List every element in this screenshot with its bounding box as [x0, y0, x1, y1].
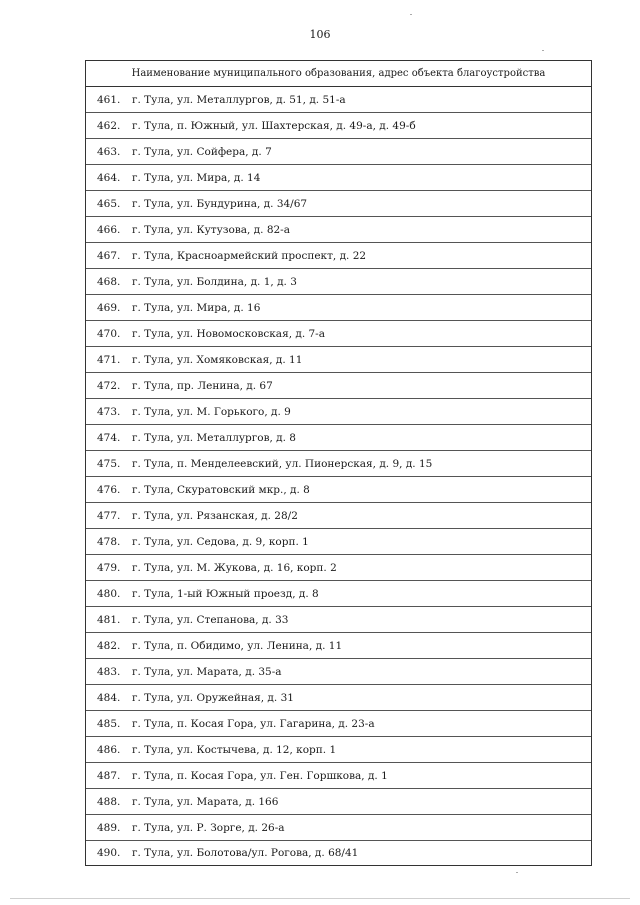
- row-address: г. Тула, ул. Новомосковская, д. 7-а: [132, 327, 325, 340]
- row-number: 480.: [97, 587, 121, 600]
- row-address: г. Тула, п. Менделеевский, ул. Пионерская, д. 9, д. 15: [132, 457, 433, 470]
- row-address: г. Тула, ул. Марата, д. 35-а: [132, 665, 282, 678]
- table-row: [86, 477, 591, 503]
- row-address: г. Тула, ул. Оружейная, д. 31: [132, 691, 294, 704]
- row-number: 468.: [97, 275, 121, 288]
- row-number: 473.: [97, 405, 121, 418]
- row-number: 478.: [97, 535, 121, 548]
- row-address: г. Тула, п. Обидимо, ул. Ленина, д. 11: [132, 639, 343, 652]
- table-row: [86, 243, 591, 269]
- table-row: [86, 815, 591, 841]
- table-row: [86, 529, 591, 555]
- row-address: г. Тула, ул. М. Жукова, д. 16, корп. 2: [132, 561, 337, 574]
- table-row: [86, 165, 591, 191]
- scan-speck: [542, 50, 544, 51]
- table-row: [86, 763, 591, 789]
- row-number: 486.: [97, 743, 121, 756]
- row-number: 484.: [97, 691, 121, 704]
- row-number: 462.: [97, 119, 121, 132]
- row-number: 461.: [97, 93, 121, 106]
- table-row: [86, 555, 591, 581]
- row-address: г. Тула, ул. Р. Зорге, д. 26-а: [132, 821, 285, 834]
- table-row: [86, 737, 591, 763]
- table-row: [86, 451, 591, 477]
- row-number: 483.: [97, 665, 121, 678]
- row-number: 476.: [97, 483, 121, 496]
- row-address: г. Тула, ул. М. Горького, д. 9: [132, 405, 291, 418]
- table-row: [86, 373, 591, 399]
- row-address: г. Тула, ул. Рязанская, д. 28/2: [132, 509, 298, 522]
- row-address: г. Тула, ул. Бундурина, д. 34/67: [132, 197, 308, 210]
- row-address: г. Тула, ул. Мира, д. 14: [132, 171, 261, 184]
- table-row: [86, 607, 591, 633]
- row-address: г. Тула, пр. Ленина, д. 67: [132, 379, 273, 392]
- row-number: 475.: [97, 457, 121, 470]
- table-row: [86, 685, 591, 711]
- scan-speck: [410, 14, 412, 15]
- table-row: [86, 217, 591, 243]
- row-address: г. Тула, Красноармейский проспект, д. 22: [132, 249, 367, 262]
- row-address: г. Тула, ул. Костычева, д. 12, корп. 1: [132, 743, 337, 756]
- table-row: [86, 87, 591, 113]
- row-address: г. Тула, Скуратовский мкр., д. 8: [132, 483, 310, 496]
- row-address: г. Тула, ул. Металлургов, д. 51, д. 51-а: [132, 93, 346, 106]
- row-number: 490.: [97, 847, 121, 859]
- scan-edge-line: [10, 898, 630, 899]
- scan-speck: [516, 872, 518, 873]
- table-row: [86, 841, 591, 865]
- row-address: г. Тула, ул. Металлургов, д. 8: [132, 431, 296, 444]
- table-body: [86, 87, 591, 865]
- row-address: г. Тула, п. Косая Гора, ул. Ген. Горшкова, д. 1: [132, 769, 388, 782]
- table-row: [86, 347, 591, 373]
- row-number: 469.: [97, 301, 121, 314]
- row-number: 479.: [97, 561, 121, 574]
- table-row: [86, 581, 591, 607]
- page-number: 106: [309, 28, 331, 41]
- table-header: Наименование муниципального образования, адрес объекта благоустройства: [86, 61, 591, 87]
- row-address: г. Тула, ул. Хомяковская, д. 11: [132, 353, 303, 366]
- row-address: г. Тула, ул. Болотова/ул. Рогова, д. 68/41: [132, 847, 359, 859]
- row-number: 471.: [97, 353, 121, 366]
- row-number: 487.: [97, 769, 121, 782]
- row-address: г. Тула, п. Косая Гора, ул. Гагарина, д. 23-а: [132, 717, 375, 730]
- row-address: г. Тула, п. Южный, ул. Шахтерская, д. 49-а, д. 49-б: [132, 119, 416, 132]
- table-row: [86, 503, 591, 529]
- row-number: 477.: [97, 509, 121, 522]
- row-address: г. Тула, ул. Сойфера, д. 7: [132, 145, 272, 158]
- table-row: [86, 711, 591, 737]
- row-address: г. Тула, ул. Кутузова, д. 82-а: [132, 223, 290, 236]
- row-number: 482.: [97, 639, 121, 652]
- row-number: 465.: [97, 197, 121, 210]
- table-row: [86, 113, 591, 139]
- row-number: 474.: [97, 431, 121, 444]
- row-number: 466.: [97, 223, 121, 236]
- row-number: 472.: [97, 379, 121, 392]
- table-row: [86, 321, 591, 347]
- row-number: 488.: [97, 795, 121, 808]
- row-address: г. Тула, ул. Мира, д. 16: [132, 301, 261, 314]
- row-address: г. Тула, ул. Седова, д. 9, корп. 1: [132, 535, 309, 548]
- row-number: 470.: [97, 327, 121, 340]
- row-number: 485.: [97, 717, 121, 730]
- table-row: [86, 633, 591, 659]
- row-number: 464.: [97, 171, 121, 184]
- row-number: 481.: [97, 613, 121, 626]
- table-row: [86, 269, 591, 295]
- table-row: [86, 399, 591, 425]
- row-address: г. Тула, ул. Степанова, д. 33: [132, 613, 289, 626]
- table-row: [86, 789, 591, 815]
- row-number: 467.: [97, 249, 121, 262]
- table-row: [86, 295, 591, 321]
- table-row: [86, 139, 591, 165]
- table-row: [86, 659, 591, 685]
- table-row: [86, 191, 591, 217]
- row-address: г. Тула, ул. Марата, д. 166: [132, 795, 279, 808]
- objects-table: [85, 60, 592, 866]
- row-address: г. Тула, ул. Болдина, д. 1, д. 3: [132, 275, 297, 288]
- table-row: [86, 425, 591, 451]
- row-number: 463.: [97, 145, 121, 158]
- row-address: г. Тула, 1-ый Южный проезд, д. 8: [132, 587, 319, 600]
- row-number: 489.: [97, 821, 121, 834]
